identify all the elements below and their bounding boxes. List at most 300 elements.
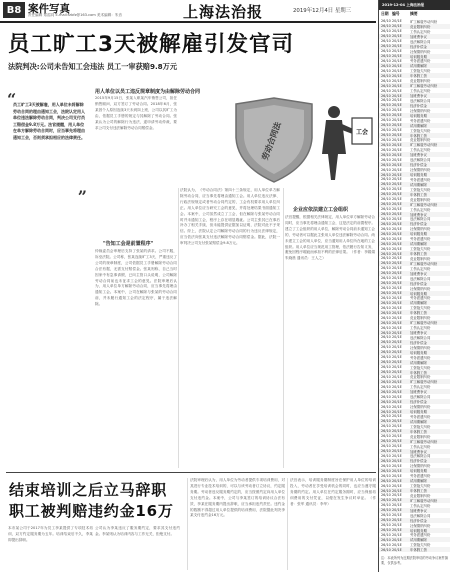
- index-code: 20/1E: [392, 19, 402, 24]
- index-date: 26/10: [381, 177, 391, 182]
- index-date: 26/10: [381, 73, 391, 78]
- index-code: 20/1E: [392, 142, 402, 147]
- index-date: 26/10: [381, 295, 391, 300]
- index-footnote: 注：本表所列为近期法院审结的劳动争议案件摘要，仅供参考。: [381, 556, 448, 565]
- article-1-column-1b: 仲裁委员会审理后支持了张某的请求。公司不服，诉至法院。公司称，张某连续旷工3天，严重违反了公司的规章制度，公司依据员工手册解除劳动合同合法有据，无需支付赔偿金。张某则称，自己当时因家中有急事请假，已向主管口头说明，公司解除劳动合同前也未征求工会的意见。法院审理后认为，用人单位单方解除劳动合同，应当事先将理由通知工会。本案中，公司在解除与张某的劳动合同前，并未履行通知工会的法定程序，属于违法解除。: [95, 249, 177, 307]
- article-illustration: [214, 94, 376, 184]
- index-desc: 试用期解除: [410, 64, 427, 69]
- index-date: 26/10: [381, 271, 391, 276]
- index-code: 20/1E: [392, 49, 402, 54]
- index-code: 20/1E: [392, 63, 402, 68]
- index-desc: 竞业限制纠纷: [410, 24, 431, 29]
- index-code: 20/1E: [392, 261, 402, 266]
- index-code: 20/1E: [392, 300, 402, 305]
- index-date: 26/10: [381, 172, 391, 177]
- index-date: 26/10: [381, 503, 391, 508]
- index-date: 26/10: [381, 444, 391, 449]
- index-date: 26/10: [381, 128, 391, 133]
- index-code: 20/1E: [392, 207, 402, 212]
- index-date: 26/10: [381, 434, 391, 439]
- index-code: 20/1E: [392, 281, 402, 286]
- index-desc: 试用期解除: [410, 479, 427, 484]
- index-code: 20/1E: [392, 330, 402, 335]
- index-code: 20/1E: [392, 256, 402, 261]
- index-date: 26/10: [381, 241, 391, 246]
- index-desc: 加班费争议: [410, 153, 427, 158]
- index-date: 26/10: [381, 221, 391, 226]
- index-desc: 试用期解除: [410, 123, 427, 128]
- index-desc: 社保缴纳纠纷: [410, 405, 431, 410]
- index-desc: 竞业限制纠纷: [410, 256, 431, 261]
- index-date: 26/10: [381, 113, 391, 118]
- index-date: 26/10: [381, 320, 391, 325]
- index-desc: 培训服务期: [410, 410, 427, 415]
- index-code: 20/1E: [392, 360, 402, 365]
- index-desc: 竞业限制纠纷: [410, 434, 431, 439]
- index-date: 26/10: [381, 419, 391, 424]
- index-desc: 违法解除合同: [410, 335, 431, 340]
- index-date: 26/10: [381, 473, 391, 478]
- index-desc: 加班费争议: [410, 94, 427, 99]
- index-date: 26/10: [381, 137, 391, 142]
- column-divider: [287, 478, 288, 570]
- index-desc: 工资拖欠纠纷: [410, 543, 431, 548]
- index-desc: 加班费争议: [410, 331, 427, 336]
- index-date: 26/10: [381, 207, 391, 212]
- index-date: 26/10: [381, 449, 391, 454]
- index-desc: 加班费争议: [410, 449, 427, 454]
- index-code: 20/1E: [392, 325, 402, 330]
- index-desc: 培训服务期: [410, 469, 427, 474]
- index-date: 26/10: [381, 518, 391, 523]
- index-date: 26/10: [381, 58, 391, 63]
- pull-quote-text: 员工旷工3天被解雇，用人单位未将解除劳动合同的理由通知工会，法院认定用人单位违法解除劳动合同，判决公司支付员工赔偿金9.8万元。法官提醒，用人单位在单方解除劳动合同时，应当事先将理由通知工会，否则须承担相应的法律责任。: [13, 102, 85, 140]
- index-date: 26/10: [381, 202, 391, 207]
- index-code: 20/1E: [392, 83, 402, 88]
- index-date: 26/10: [381, 256, 391, 261]
- index-date: 26/10: [381, 103, 391, 108]
- issue-date: 2019年12月4日 星期三: [293, 8, 352, 14]
- index-code: 20/1E: [392, 197, 402, 202]
- column-divider: [187, 478, 188, 570]
- index-date: 26/10: [381, 133, 391, 138]
- index-code: 20/1E: [392, 453, 402, 458]
- editor-credits: 责任编辑 郑韶同 E-mail:fzbfz@163.com 美术编辑：朱音: [28, 13, 123, 17]
- index-date: 26/10: [381, 157, 391, 162]
- index-code: 20/1E: [392, 547, 402, 552]
- index-code: 20/1E: [392, 523, 402, 528]
- index-code: 20/1E: [392, 399, 402, 404]
- index-header-code: 编号: [392, 11, 400, 16]
- column-divider: [283, 188, 284, 468]
- index-code: 20/1E: [392, 518, 402, 523]
- index-code: 20/1E: [392, 88, 402, 93]
- index-date: 26/10: [381, 528, 391, 533]
- index-code: 20/1E: [392, 177, 402, 182]
- index-desc: 经济补偿金: [410, 340, 427, 345]
- index-code: 20/1E: [392, 118, 402, 123]
- index-desc: 旷工解雇劳动纠纷: [410, 19, 438, 24]
- index-desc: 社保缴纳纠纷: [410, 49, 431, 54]
- index-code: 20/1E: [392, 404, 402, 409]
- index-code: 20/1E: [392, 93, 402, 98]
- index-code: 20/1E: [392, 483, 402, 488]
- article-1-column-2: 法院认为，《劳动合同法》第四十三条规定，用人单位单方解除劳动合同，应当事先将理由通知工会。用人单位违反法律、行政法规规定或者劳动合同约定的，工会有权要求用人单位纠正。用人单位应当研究工会的意见，并将处理结果书面通知工会。本案中，公司虽然成立了工会，但在解除与张某劳动合同时并未通知工会，程序上存在明显瑕疵。公司主张其已在事后补办了相关手续，但未能提供证据加以证明，法院对此不予采信。综上，法院认定公司解除劳动合同的行为违反法律规定，应当依法向张某支付违法解除劳动合同赔偿金。据此，法院一审判决公司支付张某赔偿金9.8万元。: [180, 188, 280, 246]
- index-code: 20/1E: [392, 286, 402, 291]
- index-desc: 年休假工资: [410, 252, 427, 257]
- index-header-date: 日期: [381, 11, 389, 16]
- index-date: 26/10: [381, 83, 391, 88]
- index-date: 26/10: [381, 142, 391, 147]
- index-desc: 经济补偿金: [410, 281, 427, 286]
- shield-label: 劳动合同法: [260, 120, 283, 162]
- index-date: 26/10: [381, 409, 391, 414]
- index-code: 20/1E: [392, 172, 402, 177]
- union-sign-label: 工会: [355, 129, 369, 136]
- index-code: 20/1E: [392, 409, 402, 414]
- index-date: 26/10: [381, 547, 391, 552]
- index-code: 20/1E: [392, 429, 402, 434]
- index-code: 20/1E: [392, 251, 402, 256]
- index-code: 20/1E: [392, 444, 402, 449]
- index-code: 20/1E: [392, 414, 402, 419]
- index-desc: 工伤认定纠纷: [410, 503, 431, 508]
- index-code: 20/1E: [392, 236, 402, 241]
- index-code: 20/1E: [392, 68, 402, 73]
- index-code: 20/1E: [392, 340, 402, 345]
- index-date: 26/10: [381, 187, 391, 192]
- index-code: 20/1E: [392, 473, 402, 478]
- index-date: 26/10: [381, 404, 391, 409]
- index-date: 26/10: [381, 374, 391, 379]
- index-code: 20/1E: [392, 147, 402, 152]
- index-code: 20/1E: [392, 478, 402, 483]
- index-desc: 劳务派遣纠纷: [410, 474, 431, 479]
- index-desc: 加班费争议: [410, 34, 427, 39]
- index-desc: 竞业限制纠纷: [410, 138, 431, 143]
- index-date: 26/10: [381, 488, 391, 493]
- index-desc: 旷工解雇劳动纠纷: [410, 143, 438, 148]
- index-desc: 工资拖欠纠纷: [410, 365, 431, 370]
- index-desc: 工伤认定纠纷: [410, 148, 431, 153]
- index-desc: 劳务派遣纠纷: [410, 177, 431, 182]
- index-desc: 竞业限制纠纷: [410, 316, 431, 321]
- index-date: 26/10: [381, 197, 391, 202]
- index-code: 20/1E: [392, 73, 402, 78]
- index-desc: 社保缴纳纠纷: [410, 227, 431, 232]
- index-date: 26/10: [381, 226, 391, 231]
- index-code: 20/1E: [392, 202, 402, 207]
- index-date: 26/10: [381, 276, 391, 281]
- masthead: [0, 0, 376, 24]
- index-desc: 年休假工资: [410, 192, 427, 197]
- index-code: 20/1E: [392, 434, 402, 439]
- page-number-badge: B8: [3, 2, 25, 18]
- index-desc: 年休假工资: [410, 429, 427, 434]
- index-date: 26/10: [381, 370, 391, 375]
- index-desc: 加班费争议: [410, 390, 427, 395]
- index-desc: 旷工解雇劳动纠纷: [410, 261, 438, 266]
- index-desc: 培训服务期: [410, 350, 427, 355]
- index-desc: 工资拖欠纠纷: [410, 306, 431, 311]
- index-date: 26/10: [381, 325, 391, 330]
- index-date: 26/10: [381, 216, 391, 221]
- index-code: 20/1E: [392, 226, 402, 231]
- index-date: 26/10: [381, 34, 391, 39]
- index-code: 20/1E: [392, 537, 402, 542]
- index-date: 26/10: [381, 152, 391, 157]
- index-desc: 违法解除合同: [410, 158, 431, 163]
- index-desc: 经济补偿金: [410, 518, 427, 523]
- index-code: 20/1E: [392, 98, 402, 103]
- index-code: 20/1E: [392, 246, 402, 251]
- index-code: 20/1E: [392, 498, 402, 503]
- index-desc: 年休假工资: [410, 489, 427, 494]
- index-code: 20/1E: [392, 488, 402, 493]
- index-desc: 违法解除合同: [410, 217, 431, 222]
- index-code: 20/1E: [392, 370, 402, 375]
- index-code: 20/1E: [392, 54, 402, 59]
- index-date: 26/10: [381, 310, 391, 315]
- article-1-kicker-top: 用人单位以员工违反规章制度为由解除劳动合同: [95, 89, 201, 95]
- index-desc: 工资拖欠纠纷: [410, 128, 431, 133]
- index-date: 26/10: [381, 182, 391, 187]
- index-date: 26/10: [381, 88, 391, 93]
- index-date: 26/10: [381, 532, 391, 537]
- index-code: 20/1E: [392, 508, 402, 513]
- index-desc: 工资拖欠纠纷: [410, 69, 431, 74]
- index-date: 26/10: [381, 54, 391, 59]
- index-list: [379, 19, 450, 555]
- index-header-row: [379, 11, 450, 18]
- index-desc: 培训服务期: [410, 54, 427, 59]
- index-desc: 工伤认定纠纷: [410, 444, 431, 449]
- index-desc: 旷工解雇劳动纠纷: [410, 84, 438, 89]
- article-divider-rule: [6, 472, 376, 473]
- index-code: 20/1E: [392, 113, 402, 118]
- index-date: 26/10: [381, 291, 391, 296]
- index-desc: 违法解除合同: [410, 395, 431, 400]
- article-1-kicker-right: 企业应依法建立工会组织: [293, 207, 349, 213]
- index-date: 26/10: [381, 266, 391, 271]
- index-date: 26/10: [381, 542, 391, 547]
- index-date: 26/10: [381, 24, 391, 29]
- index-code: 20/1E: [392, 103, 402, 108]
- index-code: 20/1E: [392, 128, 402, 133]
- index-date: 26/10: [381, 394, 391, 399]
- index-desc: 违法解除合同: [410, 513, 431, 518]
- index-desc: 劳务派遣纠纷: [410, 533, 431, 538]
- index-desc: 社保缴纳纠纷: [410, 108, 431, 113]
- index-desc: 劳务派遣纠纷: [410, 59, 431, 64]
- shield-union-illustration: [214, 94, 376, 184]
- index-code: 20/1E: [392, 532, 402, 537]
- index-desc: 工伤认定纠纷: [410, 385, 431, 390]
- index-desc: 竞业限制纠纷: [410, 493, 431, 498]
- index-desc: 工资拖欠纠纷: [410, 424, 431, 429]
- close-quote-icon: ”: [77, 187, 87, 206]
- index-code: 20/1E: [392, 295, 402, 300]
- column-divider: [178, 188, 179, 468]
- index-desc: 经济补偿金: [410, 163, 427, 168]
- index-code: 20/1E: [392, 493, 402, 498]
- index-desc: 竞业限制纠纷: [410, 375, 431, 380]
- index-header-desc: 摘要: [410, 11, 418, 16]
- index-date: 26/10: [381, 335, 391, 340]
- article-1-subhead: 法院判决:公司未告知工会违法 员工一审获赔9.8万元: [8, 62, 178, 71]
- article-2-column-2: 公司认为李某违反了服务期约定，要求其支付违约金。李某则认为培训内容与工作无关，拒绝支付。: [95, 526, 180, 536]
- article-2-column-1: 本市某公司于2017年为员工李某提供了专项技术培训，双方约定服务期为五年。培训结束后不久，李某即提出辞职。: [8, 526, 93, 542]
- index-date: 26/10: [381, 340, 391, 345]
- article-1-column-3: 法官提醒，根据相关法律规定，用人单位单方解除劳动合同时，应当事先将理由通知工会，这是法定的前置程序。建立了工会组织的用人单位，解除劳动合同前未通知工会的，劳动者可以据此主张用人单位违法解除劳动合同。尚未建立工会的用人单位，应当通知用人单位所在地的工会组织。用人单位应当规范用工管理，依法履行告知义务，避免因程序瑕疵而承担不利的法律后果。（作者：李娟娟 朱晓晨 通讯员：王人之）: [285, 215, 375, 261]
- index-code: 20/1E: [392, 394, 402, 399]
- index-code: 20/1E: [392, 167, 402, 172]
- index-code: 20/1E: [392, 305, 402, 310]
- index-code: 20/1E: [392, 503, 402, 508]
- index-desc: 旷工解雇劳动纠纷: [410, 380, 438, 385]
- index-desc: 试用期解除: [410, 242, 427, 247]
- section-title: 案件写真: [28, 3, 70, 15]
- index-date: 26/10: [381, 231, 391, 236]
- index-code: 20/1E: [392, 187, 402, 192]
- index-date: 26/10: [381, 463, 391, 468]
- case-index-sidebar: [378, 0, 450, 572]
- index-code: 20/1E: [392, 439, 402, 444]
- index-desc: 劳务派遣纠纷: [410, 355, 431, 360]
- index-code: 20/1E: [392, 355, 402, 360]
- index-code: 20/1E: [392, 192, 402, 197]
- index-code: 20/1E: [392, 542, 402, 547]
- index-date: 26/10: [381, 365, 391, 370]
- index-date: 26/10: [381, 162, 391, 167]
- index-date: 26/10: [381, 360, 391, 365]
- index-code: 20/1E: [392, 291, 402, 296]
- index-code: 20/1E: [392, 266, 402, 271]
- index-date: 26/10: [381, 493, 391, 498]
- index-code: 20/1E: [392, 162, 402, 167]
- index-desc: 违法解除合同: [410, 276, 431, 281]
- index-desc: 试用期解除: [410, 419, 427, 424]
- index-code: 20/1E: [392, 34, 402, 39]
- index-date: 26/10: [381, 379, 391, 384]
- index-desc: 年休假工资: [410, 370, 427, 375]
- index-code: 20/1E: [392, 133, 402, 138]
- index-desc: 经济补偿金: [410, 44, 427, 49]
- index-date: 26/10: [381, 468, 391, 473]
- article-2-column-4: 法官表示，培训服务期制度旨在保护用人单位的培训投入，劳动者在享受培训机会的同时，也应当遵守服务期的约定。用人单位在约定服务期时，应当保留培训费用的支付凭证，以便在发生争议时举证。（作者：张军 通讯员：李华）: [290, 478, 376, 506]
- index-date: 26/10: [381, 350, 391, 355]
- index-desc: 培训服务期: [410, 173, 427, 178]
- index-date: 26/10: [381, 355, 391, 360]
- pull-quote: [7, 90, 87, 206]
- article-1-headline: 员工旷工3天被解雇引发官司: [8, 32, 294, 57]
- index-date: 26/10: [381, 300, 391, 305]
- index-date: 26/10: [381, 63, 391, 68]
- index-desc: 试用期解除: [410, 182, 427, 187]
- article-2-headline: 结束培训之后立马辞职 职工被判赔违约金16万: [9, 481, 174, 520]
- article-1-column-1: 2015年9月15日，张某入职某汽车销售公司，担任销售顾问，双方签订了劳动合同。2018年6月，张某因个人原因连续3天未到岗上班，公司以其旷工为由，依据员工手册的规定与其解除了劳动合同。张某认为公司的解除行为违法，遂申请劳动仲裁，要求公司支付违法解除劳动合同赔偿金。: [95, 96, 177, 130]
- index-date: 26/10: [381, 246, 391, 251]
- index-desc: 培训服务期: [410, 528, 427, 533]
- index-date: 26/10: [381, 389, 391, 394]
- index-date: 26/10: [381, 384, 391, 389]
- index-date: 26/10: [381, 458, 391, 463]
- index-date: 26/10: [381, 29, 391, 34]
- index-code: 20/1E: [392, 152, 402, 157]
- index-code: 20/1E: [392, 271, 402, 276]
- index-date: 26/10: [381, 330, 391, 335]
- index-date: 26/10: [381, 305, 391, 310]
- index-desc: 劳务派遣纠纷: [410, 296, 431, 301]
- index-top-bar: 2019-12-04 上海法治报: [379, 0, 450, 10]
- index-code: 20/1E: [392, 458, 402, 463]
- index-desc: 工伤认定纠纷: [410, 207, 431, 212]
- index-desc: 旷工解雇劳动纠纷: [410, 202, 438, 207]
- index-date: 26/10: [381, 399, 391, 404]
- index-desc: 工伤认定纠纷: [410, 266, 431, 271]
- index-date: 26/10: [381, 508, 391, 513]
- index-desc: 竞业限制纠纷: [410, 197, 431, 202]
- index-desc: 社保缴纳纠纷: [410, 168, 431, 173]
- index-desc: 年休假工资: [410, 74, 427, 79]
- index-date: 26/10: [381, 281, 391, 286]
- index-desc: 工资拖欠纠纷: [410, 247, 431, 252]
- index-date: 26/10: [381, 236, 391, 241]
- index-desc: 违法解除合同: [410, 454, 431, 459]
- index-desc: 违法解除合同: [410, 98, 431, 103]
- article-1-kicker-mid: "告知工会是前置程序": [103, 241, 154, 247]
- index-date: 26/10: [381, 345, 391, 350]
- index-date: 26/10: [381, 315, 391, 320]
- index-code: 20/1E: [392, 335, 402, 340]
- article-2-column-3: 法院审理后认为，用人单位为劳动者提供专项培训费用，对其进行专业技术培训的，可以与该劳动者订立协议，约定服务期。劳动者违反服务期约定的，应当按照约定向用人单位支付违约金。本案中，公司与李某签订的培训协议合法有效，李某在服务期内提出辞职，应当承担违约责任。违约金的数额不得超过用人单位提供的培训费用，法院据此判决李某支付违约金16万元。: [190, 478, 285, 518]
- index-desc: 试用期解除: [410, 301, 427, 306]
- index-date: 26/10: [381, 147, 391, 152]
- index-desc: 工伤认定纠纷: [410, 29, 431, 34]
- index-desc: 社保缴纳纠纷: [410, 286, 431, 291]
- index-date: 26/10: [381, 44, 391, 49]
- index-code: 20/1E: [392, 315, 402, 320]
- index-date: 26/10: [381, 286, 391, 291]
- open-quote-icon: “: [7, 90, 17, 109]
- index-code: 20/1E: [392, 44, 402, 49]
- index-date: 26/10: [381, 523, 391, 528]
- index-code: 20/1E: [392, 137, 402, 142]
- index-date: 26/10: [381, 39, 391, 44]
- index-code: 20/1E: [392, 108, 402, 113]
- index-code: 20/1E: [392, 350, 402, 355]
- index-code: 20/1E: [392, 310, 402, 315]
- index-date: 26/10: [381, 429, 391, 434]
- index-desc: 劳务派遣纠纷: [410, 118, 431, 123]
- index-desc: 年休假工资: [410, 548, 427, 553]
- index-code: 20/1E: [392, 212, 402, 217]
- index-code: 20/1E: [392, 24, 402, 29]
- index-date: 26/10: [381, 68, 391, 73]
- index-code: 20/1E: [392, 216, 402, 221]
- index-desc: 年休假工资: [410, 133, 427, 138]
- masthead-rule: [0, 21, 376, 23]
- index-date: 26/10: [381, 108, 391, 113]
- index-desc: 培训服务期: [410, 232, 427, 237]
- index-desc: 工伤认定纠纷: [410, 326, 431, 331]
- index-date: 26/10: [381, 453, 391, 458]
- index-date: 26/10: [381, 537, 391, 542]
- index-desc: 培训服务期: [410, 113, 427, 118]
- index-date: 26/10: [381, 261, 391, 266]
- index-code: 20/1E: [392, 182, 402, 187]
- index-date: 26/10: [381, 439, 391, 444]
